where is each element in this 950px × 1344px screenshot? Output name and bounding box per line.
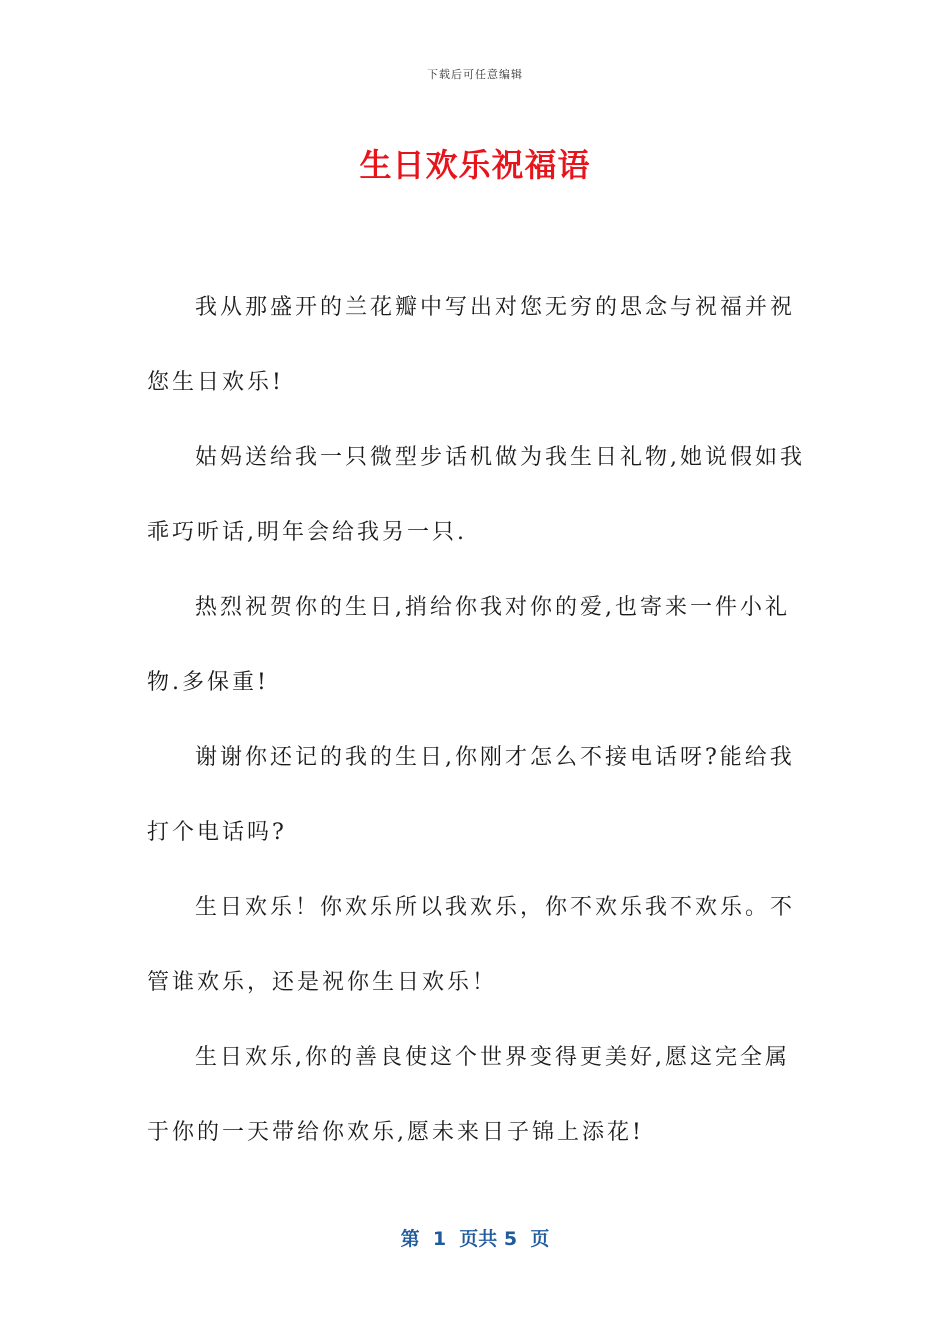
paragraph-1: 我从那盛开的兰花瓣中写出对您无穷的思念与祝福并祝您生日欢乐! <box>147 295 796 395</box>
header-note: 下载后可任意编辑 <box>427 68 523 81</box>
paragraph-3: 热烈祝贺你的生日,捎给你我对你的爱,也寄来一件小礼物.多保重! <box>147 595 790 695</box>
paragraph-6: 生日欢乐,你的善良使这个世界变得更美好,愿这完全属于你的一天带给你欢乐,愿未来日子锦上添花! <box>147 1045 790 1145</box>
document-body <box>147 270 807 1170</box>
paragraph-4: 谢谢你还记的我的生日,你刚才怎么不接电话呀?能给我打个电话吗? <box>147 745 795 845</box>
document-title: 生日欢乐祝福语 <box>359 146 591 184</box>
paragraph-5: 生日欢乐！你欢乐所以我欢乐，你不欢乐我不欢乐。不管谁欢乐，还是祝你生日欢乐！ <box>147 895 796 995</box>
paragraph-2: 姑妈送给我一只微型步话机做为我生日礼物,她说假如我乖巧听话,明年会给我另一只. <box>147 445 805 545</box>
page-number-footer: 第 1 页共 5 页 <box>400 1228 550 1250</box>
